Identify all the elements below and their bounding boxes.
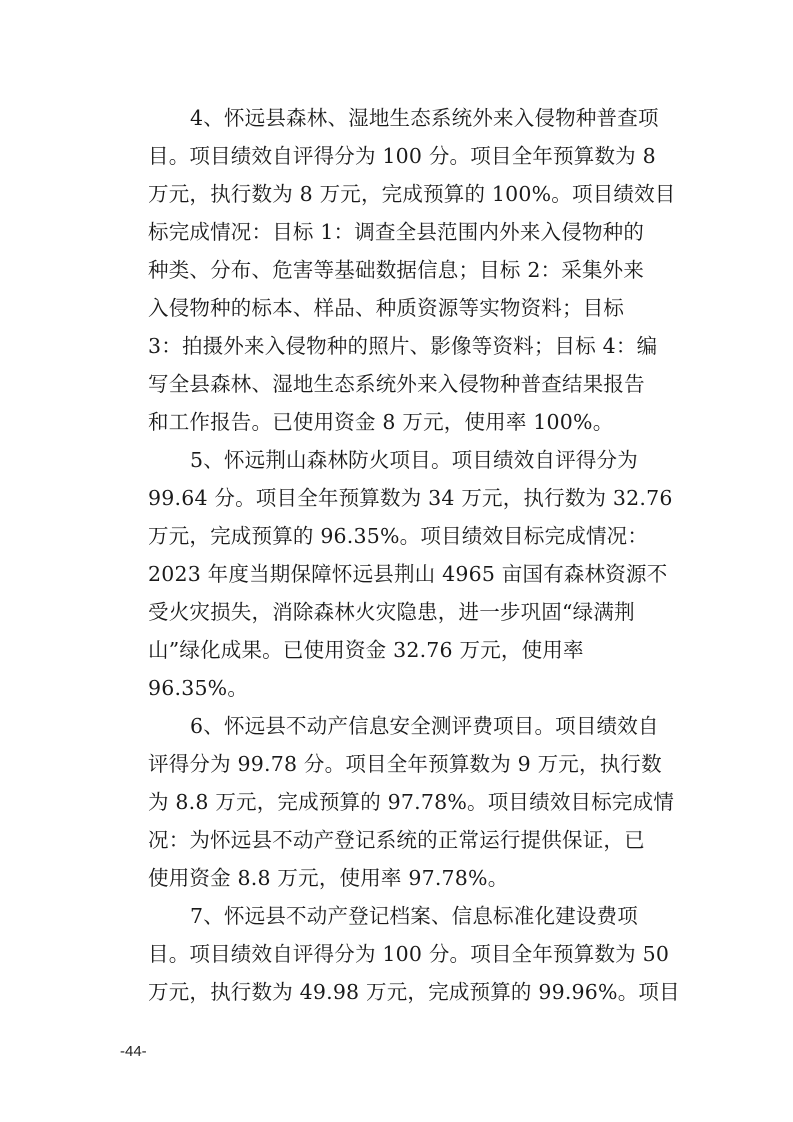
text-line: 目。项目绩效自评得分为 100 分。项目全年预算数为 8 bbox=[148, 144, 656, 168]
text-line: 4、怀远县森林、湿地生态系统外来入侵物种普查项 bbox=[190, 106, 659, 130]
text-line: 7、怀远县不动产登记档案、信息标准化建设费项 bbox=[190, 904, 638, 928]
text-line: 标完成情况：目标 1：调查全县范围内外来入侵物种的 bbox=[148, 220, 645, 244]
text-line: 为 8.8 万元，完成预算的 97.78%。项目绩效目标完成情 bbox=[148, 790, 675, 814]
text-line: 种类、分布、危害等基础数据信息；目标 2：采集外来 bbox=[148, 258, 645, 282]
page-number: -44- bbox=[120, 1043, 147, 1060]
text-line: 万元，完成预算的 96.35%。项目绩效目标完成情况： bbox=[148, 524, 649, 548]
text-line: 山”绿化成果。已使用资金 32.76 万元，使用率 bbox=[148, 638, 584, 662]
text-line: 况：为怀远县不动产登记系统的正常运行提供保证，已 bbox=[148, 828, 645, 852]
text-line: 3：拍摄外来入侵物种的照片、影像等资料；目标 4：编 bbox=[148, 334, 658, 358]
text-line: 写全县森林、湿地生态系统外来入侵物种普查结果报告 bbox=[148, 372, 645, 396]
text-line: 目。项目绩效自评得分为 100 分。项目全年预算数为 50 bbox=[148, 942, 670, 966]
text-line: 和工作报告。已使用资金 8 万元，使用率 100%。 bbox=[148, 410, 614, 434]
text-line: 99.64 分。项目全年预算数为 34 万元，执行数为 32.76 bbox=[148, 486, 673, 510]
text-line: 5、怀远荆山森林防火项目。项目绩效自评得分为 bbox=[190, 448, 638, 472]
text-line: 受火灾损失，消除森林火灾隐患，进一步巩固“绿满荆 bbox=[148, 600, 635, 624]
text-line: 评得分为 99.78 分。项目全年预算数为 9 万元，执行数 bbox=[148, 752, 662, 776]
text-line: 入侵物种的标本、样品、种质资源等实物资料；目标 bbox=[148, 296, 625, 320]
text-line: 96.35%。 bbox=[148, 676, 249, 700]
text-line: 6、怀远县不动产信息安全测评费项目。项目绩效自 bbox=[190, 714, 659, 738]
text-line: 使用资金 8.8 万元，使用率 97.78%。 bbox=[148, 866, 509, 890]
text-line: 万元，执行数为 8 万元，完成预算的 100%。项目绩效目 bbox=[148, 182, 676, 206]
text-line: 2023 年度当期保障怀远县荆山 4965 亩国有森林资源不 bbox=[148, 562, 668, 586]
text-line: 万元，执行数为 49.98 万元，完成预算的 99.96%。项目 bbox=[148, 980, 680, 1004]
